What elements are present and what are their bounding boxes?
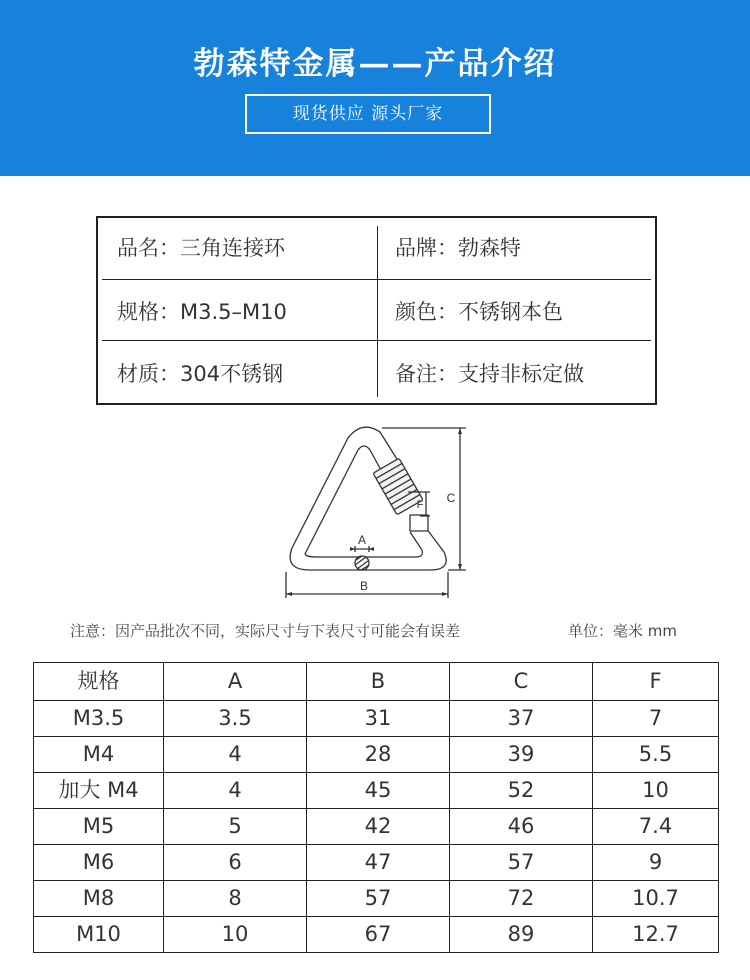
- header-cell: C: [450, 663, 593, 701]
- table-cell: 57: [450, 845, 593, 881]
- unit-note: 单位：毫米 mm: [568, 622, 677, 640]
- table-row: [34, 845, 719, 881]
- table-cell: 72: [450, 881, 593, 917]
- table-cell: 12.7: [593, 917, 719, 953]
- triangle-ring-drawing: [270, 420, 480, 610]
- spec-size: 规格：M3.5–M10: [117, 300, 287, 324]
- table-cell: M10: [34, 917, 164, 953]
- product-spec-table: [96, 216, 657, 405]
- table-row: [34, 701, 719, 737]
- table-cell: 46: [450, 809, 593, 845]
- spec-row: [98, 344, 655, 405]
- header-cell: F: [593, 663, 719, 701]
- table-cell: M4: [34, 737, 164, 773]
- table-row: [34, 881, 719, 917]
- spec-name: 品名：三角连接环: [117, 236, 285, 260]
- table-cell: 42: [307, 809, 450, 845]
- header-cell: 规格: [34, 663, 164, 701]
- header-banner: [0, 0, 750, 176]
- table-cell: 7: [593, 701, 719, 737]
- table-cell: 31: [307, 701, 450, 737]
- table-cell: M6: [34, 845, 164, 881]
- spec-color: 颜色：不锈钢本色: [395, 300, 563, 324]
- page-title: 勃森特金属——产品介绍: [193, 46, 557, 82]
- product-diagram: [270, 420, 480, 610]
- table-cell: 7.4: [593, 809, 719, 845]
- spec-remark: 备注：支持非标定做: [395, 362, 584, 386]
- table-cell: 5.5: [593, 737, 719, 773]
- table-cell: 10: [164, 917, 307, 953]
- table-cell: M3.5: [34, 701, 164, 737]
- table-row: [34, 917, 719, 953]
- dimension-f-label: F: [416, 499, 424, 511]
- header-cell: A: [164, 663, 307, 701]
- spec-brand: 品牌：勃森特: [395, 236, 521, 260]
- table-cell: 28: [307, 737, 450, 773]
- subtitle-box: [245, 94, 491, 134]
- table-cell: M8: [34, 881, 164, 917]
- subtitle-text: 现货供应 源头厂家: [292, 104, 444, 124]
- tolerance-note: 注意：因产品批次不同，实际尺寸与下表尺寸可能会有误差: [70, 622, 461, 640]
- spec-row-divider: [102, 279, 651, 280]
- table-cell: 67: [307, 917, 450, 953]
- dimension-table: [33, 662, 719, 953]
- table-row: [34, 809, 719, 845]
- table-cell: 47: [307, 845, 450, 881]
- table-cell: 4: [164, 737, 307, 773]
- table-cell: 52: [450, 773, 593, 809]
- table-header-row: [34, 663, 719, 701]
- table-row: [34, 737, 719, 773]
- table-cell: 10.7: [593, 881, 719, 917]
- table-cell: 39: [450, 737, 593, 773]
- table-cell: 57: [307, 881, 450, 917]
- table-cell: 6: [164, 845, 307, 881]
- table-cell: 5: [164, 809, 307, 845]
- table-cell: 4: [164, 773, 307, 809]
- table-cell: 9: [593, 845, 719, 881]
- dimension-a-label: A: [357, 533, 367, 547]
- spec-row: [98, 282, 655, 343]
- table-cell: 10: [593, 773, 719, 809]
- table-cell: 37: [450, 701, 593, 737]
- dimension-c-label: C: [446, 491, 456, 505]
- table-cell: 89: [450, 917, 593, 953]
- table-cell: M5: [34, 809, 164, 845]
- header-cell: B: [307, 663, 450, 701]
- spec-material: 材质：304不锈钢: [117, 362, 284, 386]
- table-cell: 8: [164, 881, 307, 917]
- dimension-b-label: B: [359, 579, 369, 593]
- table-cell: 45: [307, 773, 450, 809]
- table-row: [34, 773, 719, 809]
- table-cell: 加大 M4: [34, 773, 164, 809]
- spec-row: [98, 218, 655, 279]
- table-cell: 3.5: [164, 701, 307, 737]
